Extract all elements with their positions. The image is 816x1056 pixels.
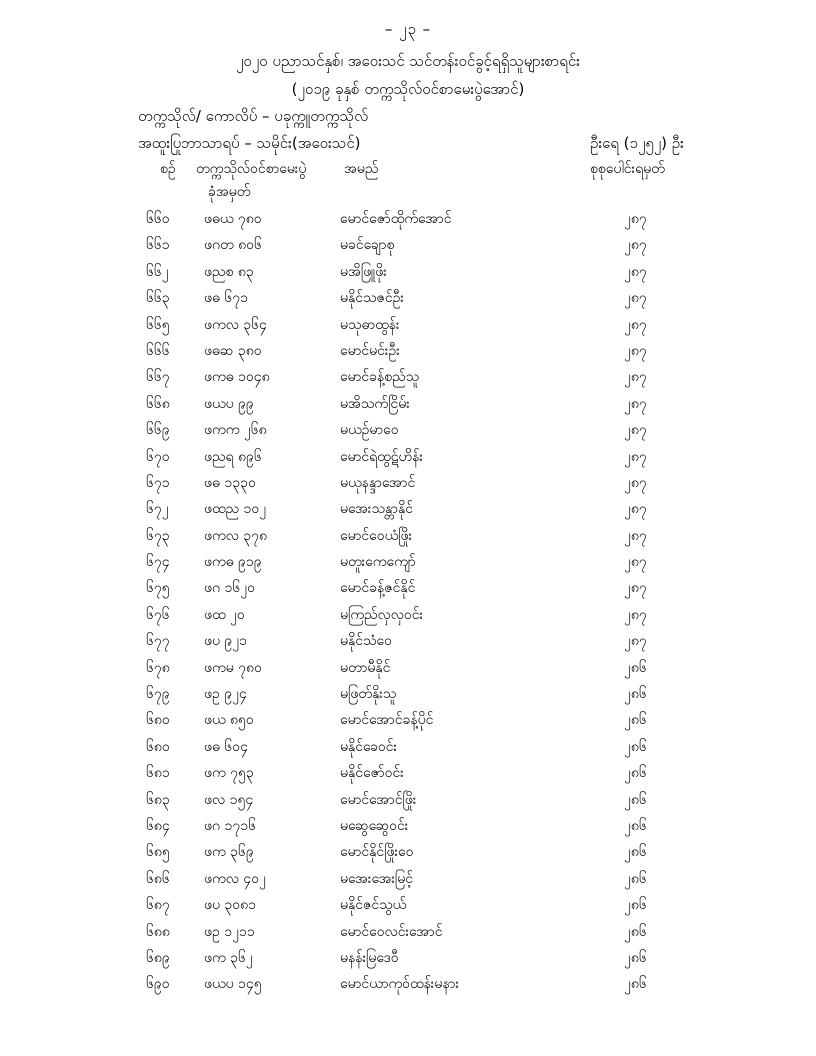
table-row <box>0 205 816 231</box>
table-row <box>0 759 816 785</box>
total-score: ၂၈၇ <box>624 580 647 597</box>
roll-number: ဖဓယ ၇၈၀ <box>204 211 262 227</box>
roll-number: ဖဓ ၆၀၄ <box>204 738 248 755</box>
total-count-label: ဦးရေ (၁၂၅၂) ဦး <box>590 134 684 152</box>
results-list <box>0 205 816 997</box>
table-row <box>0 627 816 653</box>
student-name: မအိဖြူဖိုး <box>340 263 387 280</box>
student-name: မအိသက်ငြိမ်း <box>340 395 410 412</box>
student-name: မောင်ဝေယံဖြိုး <box>340 527 413 544</box>
table-row <box>0 970 816 996</box>
roll-number: ဖဓ ၆၇၁ <box>204 290 248 307</box>
roll-number: ဖထည ၁၀၂ <box>204 501 267 518</box>
total-score: ၂၈၆ <box>624 659 647 676</box>
student-name: မောင်ခန့်စည်သူ <box>340 369 420 386</box>
total-score: ၂၈၇ <box>624 554 647 571</box>
roll-number: ဖပ ၉၂၁ <box>204 633 248 650</box>
row-number: ၆၇၅ <box>146 580 170 597</box>
student-name: မောင်ယာကုဝ်ထန်းမနား <box>340 976 459 993</box>
student-name: မောင်အောင်ခန့်ပိုင် <box>340 712 434 729</box>
student-name: မောင်ဇော်ထိုက်အောင် <box>340 211 452 227</box>
student-name: မောင်ရဲထွဋ်ဟိန်း <box>340 448 423 465</box>
total-score: ၂၈၇ <box>624 237 647 254</box>
total-score: ၂၈၆ <box>624 949 647 966</box>
table-row <box>0 891 816 917</box>
table-row <box>0 548 816 574</box>
row-number: ၆၇၄ <box>146 554 170 571</box>
table-row <box>0 706 816 732</box>
row-number: ၆၇၃ <box>146 527 170 544</box>
row-number: ၆၆၈ <box>146 395 170 412</box>
table-row <box>0 838 816 864</box>
total-score: ၂၈၆ <box>624 712 647 729</box>
total-score: ၂၈၆ <box>624 897 647 914</box>
total-score: ၂၈၇ <box>624 474 647 491</box>
student-name: မောင်နိုင်ဖြိုးဝေ <box>340 844 414 861</box>
row-number: ၆၈၅ <box>146 844 170 861</box>
student-name: မောင်အောင်ဖြိုး <box>340 791 417 808</box>
column-header-name: အမည် <box>344 161 379 177</box>
row-number: ၆၈၄ <box>146 817 170 834</box>
total-score: ၂၈၇ <box>624 342 647 359</box>
row-number: ၆၈၈ <box>146 923 170 940</box>
roll-number: ဖညစ ၈၃ <box>204 263 254 280</box>
table-row <box>0 944 816 970</box>
total-score: ၂၈၇ <box>624 448 647 465</box>
table-row <box>0 258 816 284</box>
table-row <box>0 812 816 838</box>
row-number: ၆၇၆ <box>146 606 170 623</box>
table-row <box>0 601 816 627</box>
roll-number: ဖဥ ၉၂၄ <box>204 686 247 703</box>
document-subtitle: (၂၀၁၉ ခုနှစ် တက္ကသိုလ်ဝင်စာမေးပွဲအောင်) <box>291 80 525 98</box>
roll-number: ဖကလ ၄၀၂ <box>204 870 266 887</box>
roll-number: ဖပ ၃၀၈၁ <box>204 897 257 914</box>
student-name: မနိုင်သံဝေ <box>340 633 392 650</box>
table-row <box>0 443 816 469</box>
roll-number: ဖက ၇၅၃ <box>204 765 254 782</box>
row-number: ၆၈၇ <box>146 897 170 914</box>
row-number: ၆၆၉ <box>146 422 170 439</box>
roll-number: ဖဂ ၁၆၂၀ <box>204 580 255 597</box>
column-header-score: စုစုပေါင်းရမှတ် <box>590 161 665 177</box>
student-name: မနိုင်သဇင်ဦး <box>340 290 404 307</box>
document-title: ၂၀၂၀ ပညာသင်နှစ်၊ အဝေးသင် သင်တန်းဝင်ခွင့်ရရှိသူများစာရင်း <box>236 52 580 70</box>
student-name: မောင်ခန့်ဇင်နိုင် <box>340 580 416 597</box>
total-score: ၂၈၆ <box>624 870 647 887</box>
column-header-roll: တက္ကသိုလ်ဝင်စာမေးပွဲ <box>196 161 307 177</box>
table-row <box>0 522 816 548</box>
student-name: မဆွေဆွေဝင်း <box>340 817 409 834</box>
roll-number: ဖဓ ၁၃၃၀ <box>204 474 256 491</box>
roll-number: ဖယ ၈၅၀ <box>204 712 254 729</box>
table-row <box>0 416 816 442</box>
student-name: မတာမီနိုင် <box>340 659 391 676</box>
student-name: မောင်မင်းဦး <box>340 342 400 359</box>
total-score: ၂၈၆ <box>624 686 647 703</box>
student-name: မနိုင်ဇင်သွယ် <box>340 897 407 914</box>
student-name: မကြည်လှလှဝင်း <box>340 606 424 623</box>
roll-number: ဖကဓ ၉၁၉ <box>204 554 262 571</box>
row-number: ၆၈၉ <box>146 949 170 966</box>
student-name: မအေးသန္တာနိုင် <box>340 501 413 518</box>
table-row <box>0 363 816 389</box>
total-score: ၂၈၇ <box>624 263 647 280</box>
row-number: ၆၈၁ <box>146 765 170 782</box>
row-number: ၆၈၃ <box>146 791 170 808</box>
roll-number: ဖကလ ၃၆၄ <box>204 316 267 333</box>
total-score: ၂၈၇ <box>624 369 647 386</box>
total-score: ၂၈၇ <box>624 316 647 333</box>
row-number: ၆၆၂ <box>146 263 169 280</box>
student-name: မဖြတ်နိုးသူ <box>340 686 397 703</box>
roll-number: ဖကက ၂၆၈ <box>204 422 267 439</box>
row-number: ၆၉၀ <box>146 976 170 993</box>
table-row <box>0 733 816 759</box>
table-row <box>0 284 816 310</box>
row-number: ၆၆၇ <box>146 369 170 386</box>
table-row <box>0 865 816 891</box>
row-number: ၆၆၁ <box>146 237 170 254</box>
page-number: – ၂၃ – <box>384 20 432 38</box>
total-score: ၂၈၆ <box>624 844 647 861</box>
university-label: တက္ကသိုလ်/ ကောလိပ် – ပခုက္ကူတက္ကသိုလ် <box>138 107 369 125</box>
student-name: မယဥ်မာဝေ <box>340 422 399 439</box>
roll-number: ဖထ ၂၀ <box>204 606 245 623</box>
table-row <box>0 337 816 363</box>
roll-number: ဖဂ ၁၇၁၆ <box>204 817 256 834</box>
roll-number: ဖကလ ၃၇၈ <box>204 527 268 544</box>
row-number: ၆၈၀ <box>146 712 170 729</box>
total-score: ၂၈၆ <box>624 738 647 755</box>
student-name: မောင်ဝေလင်းအောင် <box>340 923 443 940</box>
student-name: မအေးအေးမြင့် <box>340 870 414 887</box>
column-header-no: စဉ် <box>160 161 176 177</box>
table-row <box>0 918 816 944</box>
row-number: ၆၈၀ <box>146 738 170 755</box>
roll-number: ဖညရ ၈၉၆ <box>204 448 262 465</box>
roll-number: ဖက ၃၆၂ <box>204 949 253 966</box>
row-number: ၆၆၃ <box>146 290 170 307</box>
table-row <box>0 574 816 600</box>
total-score: ၂၈၇ <box>624 501 647 518</box>
row-number: ၆၆၅ <box>146 316 170 333</box>
row-number: ၆၇၂ <box>146 501 169 518</box>
total-score: ၂၈၇ <box>624 606 647 623</box>
student-name: မနန်းမြဒေဝီ <box>340 949 399 966</box>
total-score: ၂၈၇ <box>624 527 647 544</box>
student-name: မနိုင်ဇော်ဝင်း <box>340 765 404 782</box>
total-score: ၂၈၆ <box>624 923 647 940</box>
row-number: ၆၇၇ <box>146 633 170 650</box>
row-number: ၆၇၁ <box>146 474 170 491</box>
table-row <box>0 231 816 257</box>
roll-number: ဖက ၃၆၉ <box>204 844 254 861</box>
total-score: ၂၈၇ <box>624 211 647 227</box>
student-name: မတူးကေကျော် <box>340 554 416 571</box>
roll-number: ဖယပ ၉၉ <box>204 395 254 412</box>
row-number: ၆၈၆ <box>146 870 170 887</box>
total-score: ၂၈၆ <box>624 817 647 834</box>
row-number: ၆၇၈ <box>146 659 170 676</box>
student-name: မသုဓာထွန်း <box>340 316 400 333</box>
student-name: မနိုင်ခေဝင်း <box>340 738 398 755</box>
total-score: ၂၈၇ <box>624 290 647 307</box>
roll-number: ဖကမ ၇၈၀ <box>204 659 262 676</box>
total-score: ၂၈၇ <box>624 395 647 412</box>
table-row <box>0 495 816 521</box>
row-number: ၆၆၀ <box>146 211 170 227</box>
table-row <box>0 654 816 680</box>
roll-number: ဖယပ ၁၄၅ <box>204 976 262 993</box>
column-header-roll-line2: ခုံအမှတ် <box>208 184 251 200</box>
table-row <box>0 680 816 706</box>
table-row <box>0 469 816 495</box>
roll-number: ဖလ ၁၅၄ <box>204 791 254 808</box>
major-label: အထူးပြုဘာသာရပ် – သမိုင်း(အဝေးသင်) <box>138 134 361 152</box>
row-number: ၆၇၀ <box>146 448 170 465</box>
roll-number: ဖဓဆ ၃၈၀ <box>204 342 262 359</box>
student-name: မခင်ချောစု <box>340 237 395 254</box>
student-name: မယုနန္ဒာအောင် <box>340 474 416 491</box>
total-score: ၂၈၆ <box>624 791 647 808</box>
row-number: ၆၆၆ <box>146 342 170 359</box>
table-row <box>0 786 816 812</box>
table-row <box>0 390 816 416</box>
roll-number: ဖကဓ ၁၀၄၈ <box>204 369 270 386</box>
table-row <box>0 311 816 337</box>
total-score: ၂၈၇ <box>624 422 647 439</box>
total-score: ၂၈၆ <box>624 765 647 782</box>
roll-number: ဖဂတ ၈၀၆ <box>204 237 262 254</box>
total-score: ၂၈၆ <box>624 976 647 993</box>
row-number: ၆၇၉ <box>146 686 170 703</box>
total-score: ၂၈၇ <box>624 633 647 650</box>
roll-number: ဖဥ ၁၂၁၁ <box>204 923 255 940</box>
